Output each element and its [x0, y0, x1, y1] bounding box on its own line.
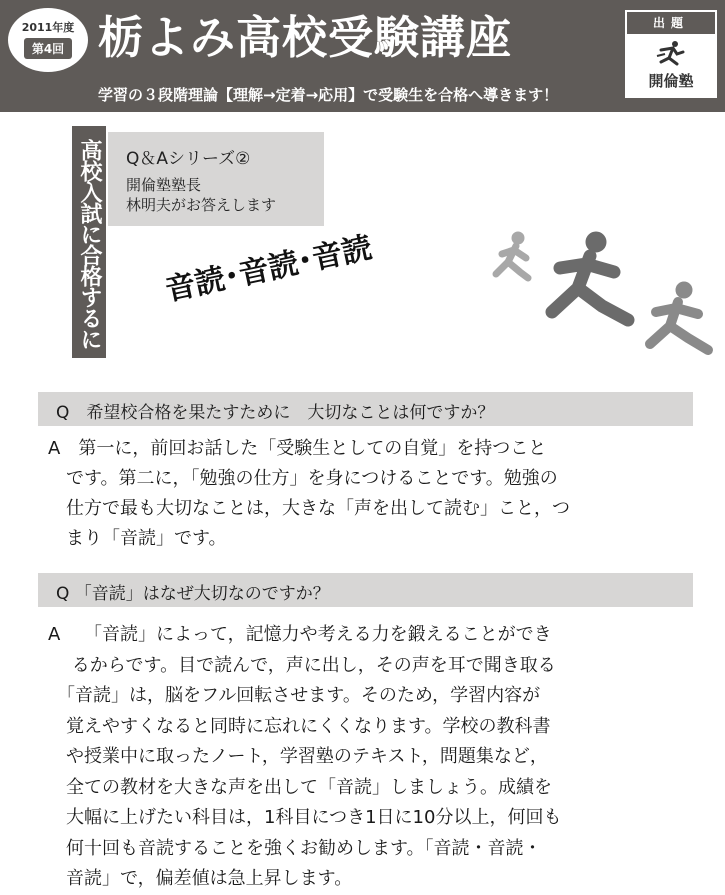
sponsor-label: 出題 [627, 12, 715, 34]
answer-line: A 「音読」によって，記憶力や考える力を鍛えることができ [48, 624, 552, 645]
runner-large-icon [552, 232, 628, 320]
answer-line: まり「音読」です。 [48, 528, 227, 549]
answer-line: 全ての教材を大きな声を出して「音読」しましょう。成績を [48, 776, 552, 798]
question-text: Q 「音読」はなぜ大切なのですか？ [56, 584, 330, 604]
runners-illustration [478, 228, 718, 358]
question-text: Q 希望校合格を果たすために 大切なことは何ですか？ [56, 403, 495, 423]
question-bar [38, 573, 693, 607]
page-title: 栃よみ高校受験講座 [98, 11, 513, 64]
series-title: Q＆Aシリーズ② [126, 149, 251, 169]
answer-line: 何十回も音読することを強くお勧めします。「音読・音読・ [48, 837, 542, 859]
runner-small-icon [496, 232, 528, 278]
badge-issue: 第4回 [24, 38, 72, 59]
header-banner [0, 0, 725, 112]
answer-line: です。第二に，「勉強の仕方」を身につけることです。勉強の [48, 468, 558, 489]
answer-line: 大幅に上げたい科目は，1科目につき1日に10分以上，何回も [48, 807, 562, 828]
answer-line: 音読」で，偏差値は急上昇します。 [48, 868, 353, 889]
sponsor-name: 開倫塾 [648, 72, 694, 90]
runner-medium-icon [650, 282, 708, 350]
answer-line: 覚えやすくなると同時に忘れにくくなります。学校の教科書 [48, 715, 551, 737]
page-subtitle: 学習の３段階理論【理解→定着→応用】で受験生を合格へ導きます！ [98, 86, 559, 104]
question-bar [38, 392, 693, 426]
series-box [108, 132, 324, 226]
answer-line: や授業中に取ったノート，学習塾のテキスト，問題集など， [48, 746, 548, 767]
runner-logo-icon [655, 40, 687, 66]
vertical-heading-text: 高校入試に合格するには [43, 139, 102, 349]
vertical-heading [43, 126, 106, 358]
badge-year: 2011年度 [21, 21, 75, 34]
answer-block [48, 434, 570, 554]
answer-line: A 第一に，前回お話した「受験生としての自覚」を持つこと [48, 438, 547, 459]
answer-line: 仕方で最も大切なことは，大きな「声を出して読む」こと，つ [48, 498, 570, 519]
series-author-line: 林明夫がお答えします [126, 196, 277, 214]
answer-line: 「音読」は，脳をフル回転させます。そのため，学習内容が [48, 685, 541, 706]
series-author-line: 開倫塾塾長 [126, 176, 202, 194]
answer-block [48, 620, 561, 895]
sponsor-box [625, 10, 717, 98]
slogan: 音読･音読･音読 [162, 228, 376, 311]
issue-badge [8, 8, 88, 72]
answer-line: るからです。目で読んで，声に出し，その声を耳で聞き取る [48, 654, 556, 676]
